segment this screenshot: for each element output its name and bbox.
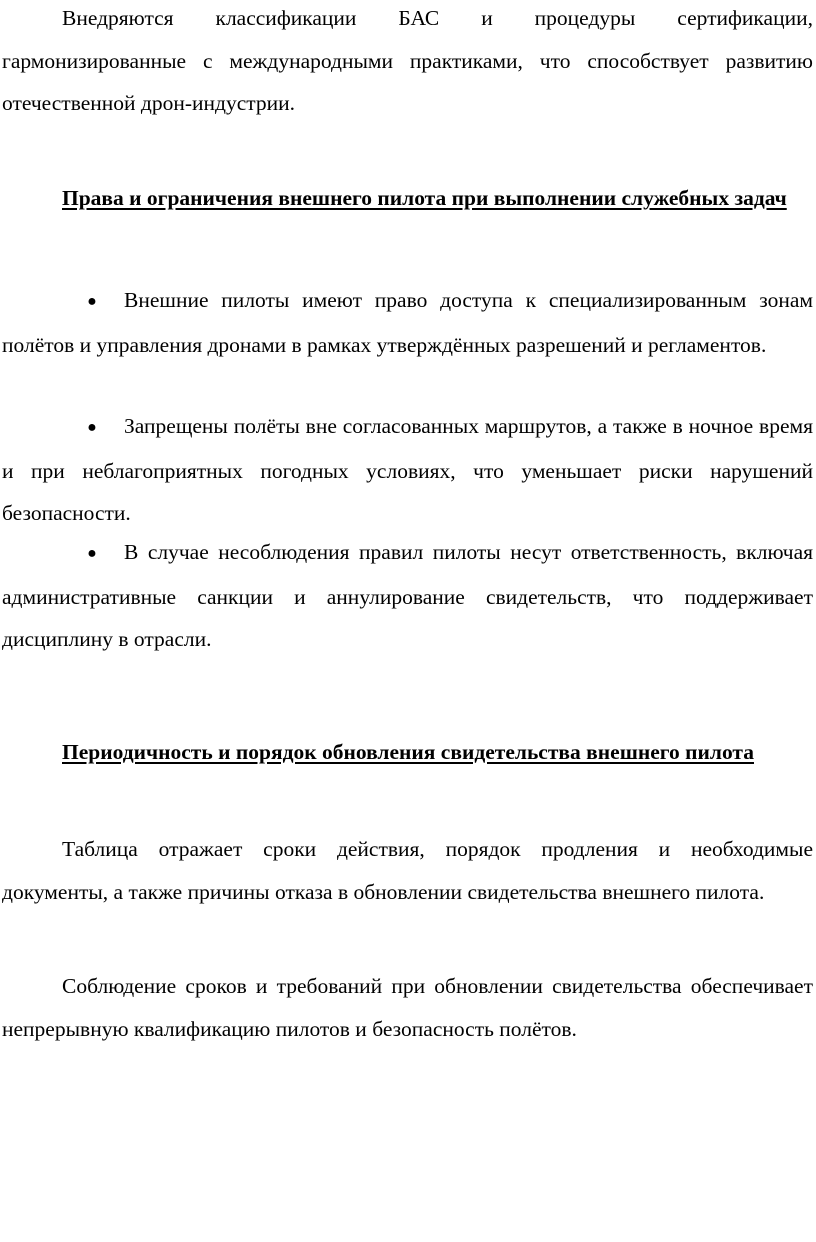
heading-renewal: Периодичность и порядок обновления свидетельства внешнего пилота	[62, 740, 754, 764]
bullet-text: Внешние пилоты имеют право доступа к специализированным зонам полётов и управления дронами в рамках утверждённых разрешений и регламентов.	[2, 288, 813, 357]
bullet-item-flight-restrictions	[2, 405, 813, 535]
bullet-item-responsibility	[2, 531, 813, 661]
bullet-icon: ●	[87, 419, 97, 436]
bullet-icon: ●	[87, 545, 97, 562]
bullet-item-access-rights	[2, 279, 813, 366]
heading-rights: Права и ограничения внешнего пилота при выполнении служебных задач	[62, 186, 787, 210]
bullet-icon: ●	[87, 293, 97, 310]
renewal-table-paragraph: Таблица отражает сроки действия, порядок продления и необходимые документы, а также причины отказа в обновлении свидетельства внешнего пилота.	[2, 837, 813, 904]
compliance-paragraph: Соблюдение сроков и требований при обновлении свидетельства обеспечивает непрерывную квалификацию пилотов и безопасность полётов.	[2, 974, 813, 1041]
intro-paragraph: Внедряются классификации БАС и процедуры сертификации, гармонизированные с международными практиками, что способствует развитию отечественной дрон-индустрии.	[2, 6, 813, 115]
bullet-text: В случае несоблюдения правил пилоты несут ответственность, включая административные санкции и аннулирование свидетельств, что поддерживает дисциплину в отрасли.	[2, 540, 813, 651]
bullet-text: Запрещены полёты вне согласованных маршрутов, а также в ночное время и при неблагоприятных погодных условиях, что уменьшает риски нарушений безопасности.	[2, 414, 813, 525]
